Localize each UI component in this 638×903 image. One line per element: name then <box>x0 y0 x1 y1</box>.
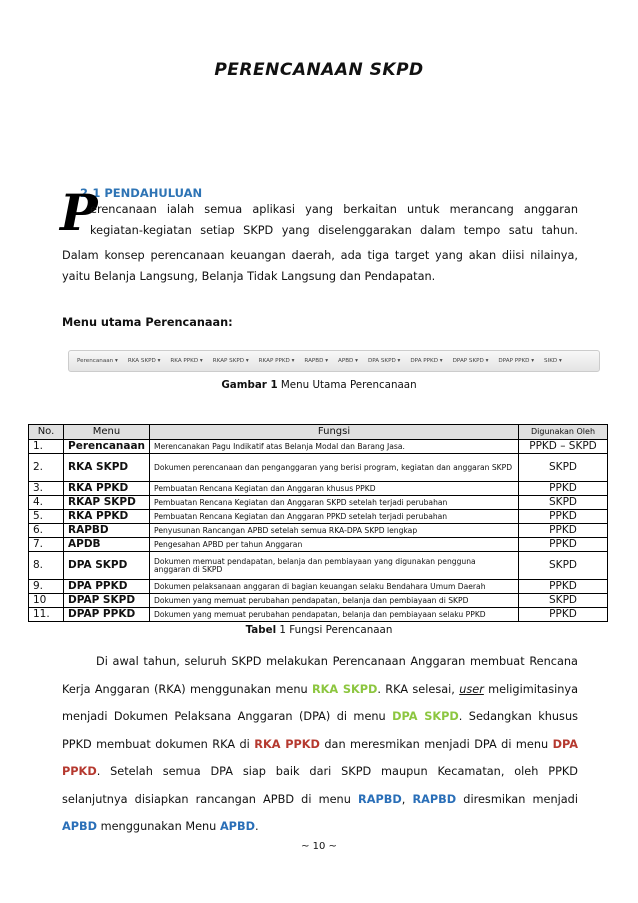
table-row <box>29 524 608 538</box>
section-heading: 2.1 PENDAHULUAN <box>80 186 203 200</box>
cell-no: 7. <box>29 538 64 552</box>
figure-caption-label: Gambar 1 <box>221 379 278 391</box>
cell-fungsi: Dokumen memuat pendapatan, belanja dan pembiayaan yang digunakan pengguna anggaran di SKPD <box>150 552 519 580</box>
cell-oleh: PPKD <box>519 510 608 524</box>
table-row <box>29 496 608 510</box>
menu-bar-item: DPAP PPKD ▾ <box>498 358 535 364</box>
table-row <box>29 482 608 496</box>
table-caption <box>0 624 638 636</box>
cell-no: 10 <box>29 594 64 608</box>
closing-text: . Setelah semua DPA siap baik dari SKPD maupun Kecamatan, oleh PPKD selanjutnya disiapkan rancangan APBD di menu <box>62 765 578 806</box>
header-digunakan-oleh: Digunakan Oleh <box>519 425 608 440</box>
menu-bar-item: SIKD ▾ <box>544 358 562 364</box>
menu-bar-item: DPA SKPD ▾ <box>367 358 401 364</box>
closing-text-user: user <box>459 682 484 696</box>
cell-fungsi: Pengesahan APBD per tahun Anggaran <box>150 538 519 552</box>
table-row <box>29 440 608 454</box>
menu-bar-item: RKA PPKD ▾ <box>170 358 203 364</box>
cell-oleh: SKPD <box>519 552 608 580</box>
cell-menu: DPAP SKPD <box>64 594 150 608</box>
cell-menu: RKAP SKPD <box>64 496 150 510</box>
menu-bar-item: RKAP SKPD ▾ <box>212 358 249 364</box>
closing-text: Di awal tahun, seluruh SKPD melakukan Perencanaan Anggaran membuat Rencana Kerja Anggaran (RKA) menggunakan menu <box>62 655 578 696</box>
cell-no: 9. <box>29 580 64 594</box>
main-menu-bar-figure <box>68 350 600 372</box>
cell-fungsi: Dokumen pelaksanaan anggaran di bagian keuangan selaku Bendahara Umum Daerah <box>150 580 519 594</box>
keyword-rka-skpd: RKA SKPD <box>311 682 378 696</box>
menu-bar-item: Perencanaan ▾ <box>77 358 118 364</box>
keyword-apbd: APBD <box>219 820 255 833</box>
cell-oleh: PPKD – SKPD <box>519 440 608 454</box>
menu-bar-item: DPAP SKPD ▾ <box>452 358 489 364</box>
menu-heading: Menu utama Perencanaan: <box>62 316 233 329</box>
cell-oleh: SKPD <box>519 496 608 510</box>
closing-text: . Sedangkan khusus PPKD membuat dokumen RKA di <box>62 710 578 751</box>
menu-bar-item: RKA SKPD ▾ <box>127 358 161 364</box>
keyword-apbd: APBD <box>62 820 98 833</box>
closing-text: menggunakan Menu <box>97 820 220 833</box>
table-row <box>29 454 608 482</box>
menu-bar-item: DPA PPKD ▾ <box>410 358 443 364</box>
table-header-row <box>29 425 608 440</box>
keyword-dpa-ppkd: DPA PPKD <box>62 737 578 778</box>
table-row <box>29 552 608 580</box>
table-row <box>29 538 608 552</box>
page-number: ~ 10 ~ <box>301 841 337 852</box>
cell-no: 11. <box>29 608 64 622</box>
cell-menu: RKA PPKD <box>64 510 150 524</box>
closing-paragraph <box>62 648 578 841</box>
cell-fungsi: Dokumen perencanaan dan penganggaran yang berisi program, kegiatan dan anggaran SKPD <box>150 454 519 482</box>
cell-menu: DPA PPKD <box>64 580 150 594</box>
cell-menu: RKA PPKD <box>64 482 150 496</box>
intro-paragraph-start <box>90 199 578 241</box>
cell-menu: RKA SKPD <box>64 454 150 482</box>
cell-oleh: SKPD <box>519 454 608 482</box>
closing-text: . RKA selesai, <box>377 682 460 696</box>
cell-oleh: PPKD <box>519 524 608 538</box>
intro-line-2: kegiatan-kegiatan setiap SKPD yang diselenggarakan dalam tempo satu tahun. <box>90 224 578 237</box>
cell-menu: Perencanaan <box>64 440 150 454</box>
cell-no: 8. <box>29 552 64 580</box>
table-caption-text: 1 Fungsi Perencanaan <box>276 624 393 636</box>
cell-fungsi: Pembuatan Rencana Kegiatan dan Anggaran PPKD setelah terjadi perubahan <box>150 510 519 524</box>
header-menu: Menu <box>64 425 150 440</box>
cell-menu: APDB <box>64 538 150 552</box>
keyword-dpa-skpd: DPA SKPD <box>392 710 459 723</box>
figure-caption <box>0 379 638 391</box>
table-row <box>29 510 608 524</box>
cell-no: 2. <box>29 454 64 482</box>
drop-cap: P <box>60 183 98 242</box>
table-caption-label: Tabel <box>245 624 277 636</box>
closing-text: dan meresmikan menjadi DPA di menu <box>319 737 553 751</box>
cell-oleh: PPKD <box>519 608 608 622</box>
cell-no: 3. <box>29 482 64 496</box>
header-no: No. <box>29 425 64 440</box>
closing-text: , <box>401 792 413 806</box>
intro-paragraph-rest: Dalam konsep perencanaan keuangan daerah, ada tiga target yang akan diisi nilainya, yaitu Belanja Langsung, Belanja Tidak Langsung dan Pendapatan. <box>62 249 578 283</box>
cell-oleh: PPKD <box>519 580 608 594</box>
closing-text: . <box>254 820 259 833</box>
keyword-rka-ppkd: RKA PPKD <box>254 737 320 751</box>
cell-fungsi: Dokumen yang memuat perubahan pendapatan, belanja dan pembiayaan di SKPD <box>150 594 519 608</box>
cell-fungsi: Pembuatan Rencana Kegiatan dan Anggaran SKPD setelah terjadi perubahan <box>150 496 519 510</box>
cell-fungsi: Pembuatan Rencana Kegiatan dan Anggaran khusus PPKD <box>150 482 519 496</box>
cell-menu: RAPBD <box>64 524 150 538</box>
figure-caption-text: Menu Utama Perencanaan <box>277 379 417 391</box>
closing-text: meligimitasinya menjadi Dokumen Pelaksana Anggaran (DPA) di menu <box>62 682 578 723</box>
cell-menu: DPAP PPKD <box>64 608 150 622</box>
header-fungsi: Fungsi <box>150 425 519 440</box>
intro-line-1: erencanaan ialah semua aplikasi yang berkaitan untuk merancang anggaran <box>90 203 578 216</box>
keyword-rapbd: RAPBD <box>412 792 457 806</box>
cell-menu: DPA SKPD <box>64 552 150 580</box>
closing-text: diresmikan menjadi <box>456 792 578 806</box>
menu-bar-item: RAPBD ▾ <box>304 358 329 364</box>
menu-bar-item: APBD ▾ <box>338 358 358 364</box>
table-row <box>29 580 608 594</box>
table-row <box>29 594 608 608</box>
table-row <box>29 608 608 622</box>
function-table <box>28 424 608 622</box>
cell-no: 1. <box>29 440 64 454</box>
cell-no: 4. <box>29 496 64 510</box>
cell-fungsi: Merencanakan Pagu Indikatif atas Belanja Modal dan Barang Jasa. <box>150 440 519 454</box>
cell-oleh: PPKD <box>519 482 608 496</box>
cell-oleh: PPKD <box>519 538 608 552</box>
page-title: PERENCANAAN SKPD <box>214 60 424 80</box>
cell-no: 6. <box>29 524 64 538</box>
cell-fungsi: Penyusunan Rancangan APBD setelah semua RKA-DPA SKPD lengkap <box>150 524 519 538</box>
cell-no: 5. <box>29 510 64 524</box>
keyword-rapbd: RAPBD <box>358 792 402 806</box>
cell-fungsi: Dokumen yang memuat perubahan pendapatan, belanja dan pembiayaan selaku PPKD <box>150 608 519 622</box>
menu-bar-item: RKAP PPKD ▾ <box>258 358 295 364</box>
cell-oleh: SKPD <box>519 594 608 608</box>
